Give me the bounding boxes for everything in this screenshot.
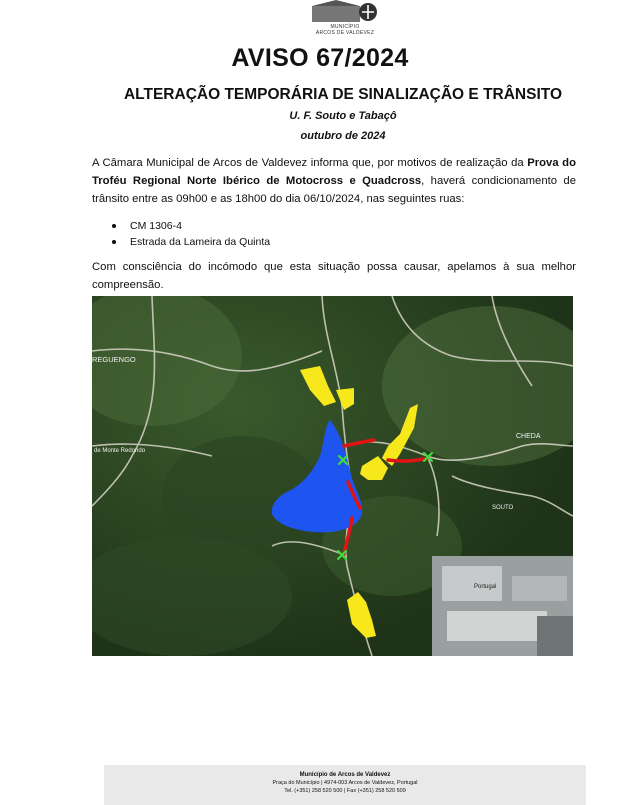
- satellite-map: [92, 296, 573, 656]
- municipality-logo: [310, 0, 380, 36]
- list-item: Estrada da Lameira da Quinta: [112, 234, 270, 250]
- footer-name: Município de Arcos de Valdevez: [299, 772, 391, 778]
- event-name: Prova do Troféu Regional Norte Ibérico de Motocross e Quadcross: [92, 157, 576, 187]
- logo-emblem-icon: [310, 0, 380, 26]
- map-label-reguengo: REGUENGO: [92, 355, 136, 364]
- page-footer: [104, 765, 586, 805]
- notice-date: outubro de 2024: [300, 130, 386, 142]
- map-label-cheda: CHEDA: [516, 433, 541, 440]
- intro-paragraph: [92, 154, 576, 208]
- list-item: CM 1306-4: [112, 218, 270, 234]
- notice-title: AVISO 67/2024: [231, 44, 409, 72]
- footer-contacts: Tel. (+351) 258 520 500 | Fax (+351) 258 520 509: [284, 788, 406, 794]
- notice-location: U. F. Souto e Tabaçô: [289, 110, 397, 122]
- intro-text: A Câmara Municipal de Arcos de Valdevez informa que, por motivos de realização da: [92, 157, 528, 169]
- street-list: [112, 218, 270, 250]
- notice-subtitle: ALTERAÇÃO TEMPORÁRIA DE SINALIZAÇÃO E TRÂNSITO: [123, 86, 563, 103]
- intro-rest: , haverá condicionamento de trânsito entre as 09h00 e as 18h00 do dia 06/10/2024, nas seguintes ruas:: [92, 175, 576, 205]
- logo-line1: MUNICÍPIO: [330, 24, 360, 30]
- closing-paragraph: Com consciência do incómodo que esta situação possa causar, apelamos à sua melhor compreensão.: [92, 261, 576, 291]
- map-label-monte-redondo: de Monte Redondo: [94, 448, 146, 454]
- map-label-souto: SOUTO: [492, 505, 514, 511]
- footer-address: Praça do Município | 4974-003 Arcos de Valdevez, Portugal: [272, 780, 418, 786]
- map-label-portugal: Portugal: [474, 584, 497, 590]
- logo-line2: ARCOS DE VALDEVEZ: [315, 30, 375, 36]
